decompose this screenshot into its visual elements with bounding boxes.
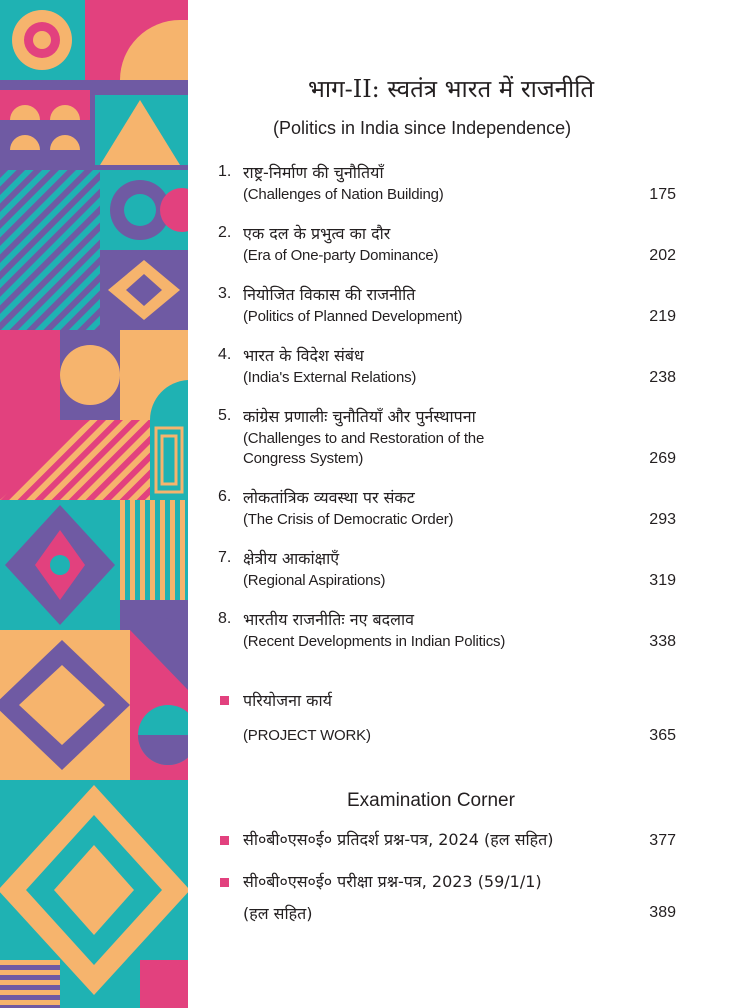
chapter-title-english: (Politics of Planned Development) [243,308,463,325]
chapter-number: 2. [218,224,232,241]
exam-item-exam-paper: सी०बी०एस०ई० परीक्षा प्रश्न-पत्र, 2023 (59/1/1) [243,872,542,891]
chapter-title-english: (Challenges to and Restoration of the [243,430,485,447]
chapter-page-number: 269 [649,450,676,467]
chapter-title-english-line2: Congress System) [243,450,364,467]
chapter-title-hindi: कांग्रेस प्रणालीः चुनौतियाँ और पुर्नस्थापना [243,407,476,426]
chapter-page-number: 219 [649,308,676,325]
bullet-square-icon [220,696,229,705]
chapter-number: 7. [218,549,232,566]
project-work-english: (PROJECT WORK) [243,727,371,744]
chapter-title-english: (Recent Developments in Indian Politics) [243,633,506,650]
exam-item-page-number: 389 [649,904,676,921]
exam-item-page-number: 377 [649,832,676,849]
chapter-title-hindi: एक दल के प्रभुत्व का दौर [243,224,391,243]
project-work-page-number: 365 [649,727,676,744]
chapter-page-number: 319 [649,572,676,589]
bullet-square-icon [220,836,229,845]
chapter-page-number: 202 [649,247,676,264]
chapter-title-hindi: लोकतांत्रिक व्यवस्था पर संकट [243,488,415,507]
chapter-title-hindi: भारतीय राजनीतिः नए बदलाव [243,610,415,629]
project-work-hindi: परियोजना कार्य [243,691,332,710]
exam-item-exam-paper-line2: (हल सहित) [243,904,313,923]
chapter-number: 6. [218,488,232,505]
chapter-number: 4. [218,346,232,363]
chapter-number: 5. [218,407,232,424]
chapter-number: 1. [218,163,232,180]
page-subtitle: (Politics in India since Independence) [273,118,572,138]
chapter-page-number: 293 [649,511,676,528]
chapter-title-english: (Regional Aspirations) [243,572,386,589]
chapter-page-number: 338 [649,633,676,650]
chapter-title-hindi: राष्ट्र-निर्माण की चुनौतियाँ [243,163,384,182]
exam-item-sample-paper: सी०बी०एस०ई० प्रतिदर्श प्रश्न-पत्र, 2024 (हल सहित) [243,830,554,849]
chapter-title-hindi: क्षेत्रीय आकांक्षाएँ [243,549,340,568]
chapter-number: 3. [218,285,232,302]
chapter-title-english: (The Crisis of Democratic Order) [243,511,454,528]
chapter-page-number: 175 [649,186,676,203]
page-title: भाग-II: स्वतंत्र भारत में राजनीति [308,75,595,103]
chapter-page-number: 238 [649,369,676,386]
chapter-title-hindi: भारत के विदेश संबंध [243,346,364,365]
exam-corner-heading: Examination Corner [347,790,515,811]
chapter-title-english: (Challenges of Nation Building) [243,186,444,203]
bullet-square-icon [220,878,229,887]
chapter-title-english: (India's External Relations) [243,369,417,386]
chapter-title-english: (Era of One-party Dominance) [243,247,439,264]
chapter-title-hindi: नियोजित विकास की राजनीति [243,285,416,304]
chapter-number: 8. [218,610,232,627]
